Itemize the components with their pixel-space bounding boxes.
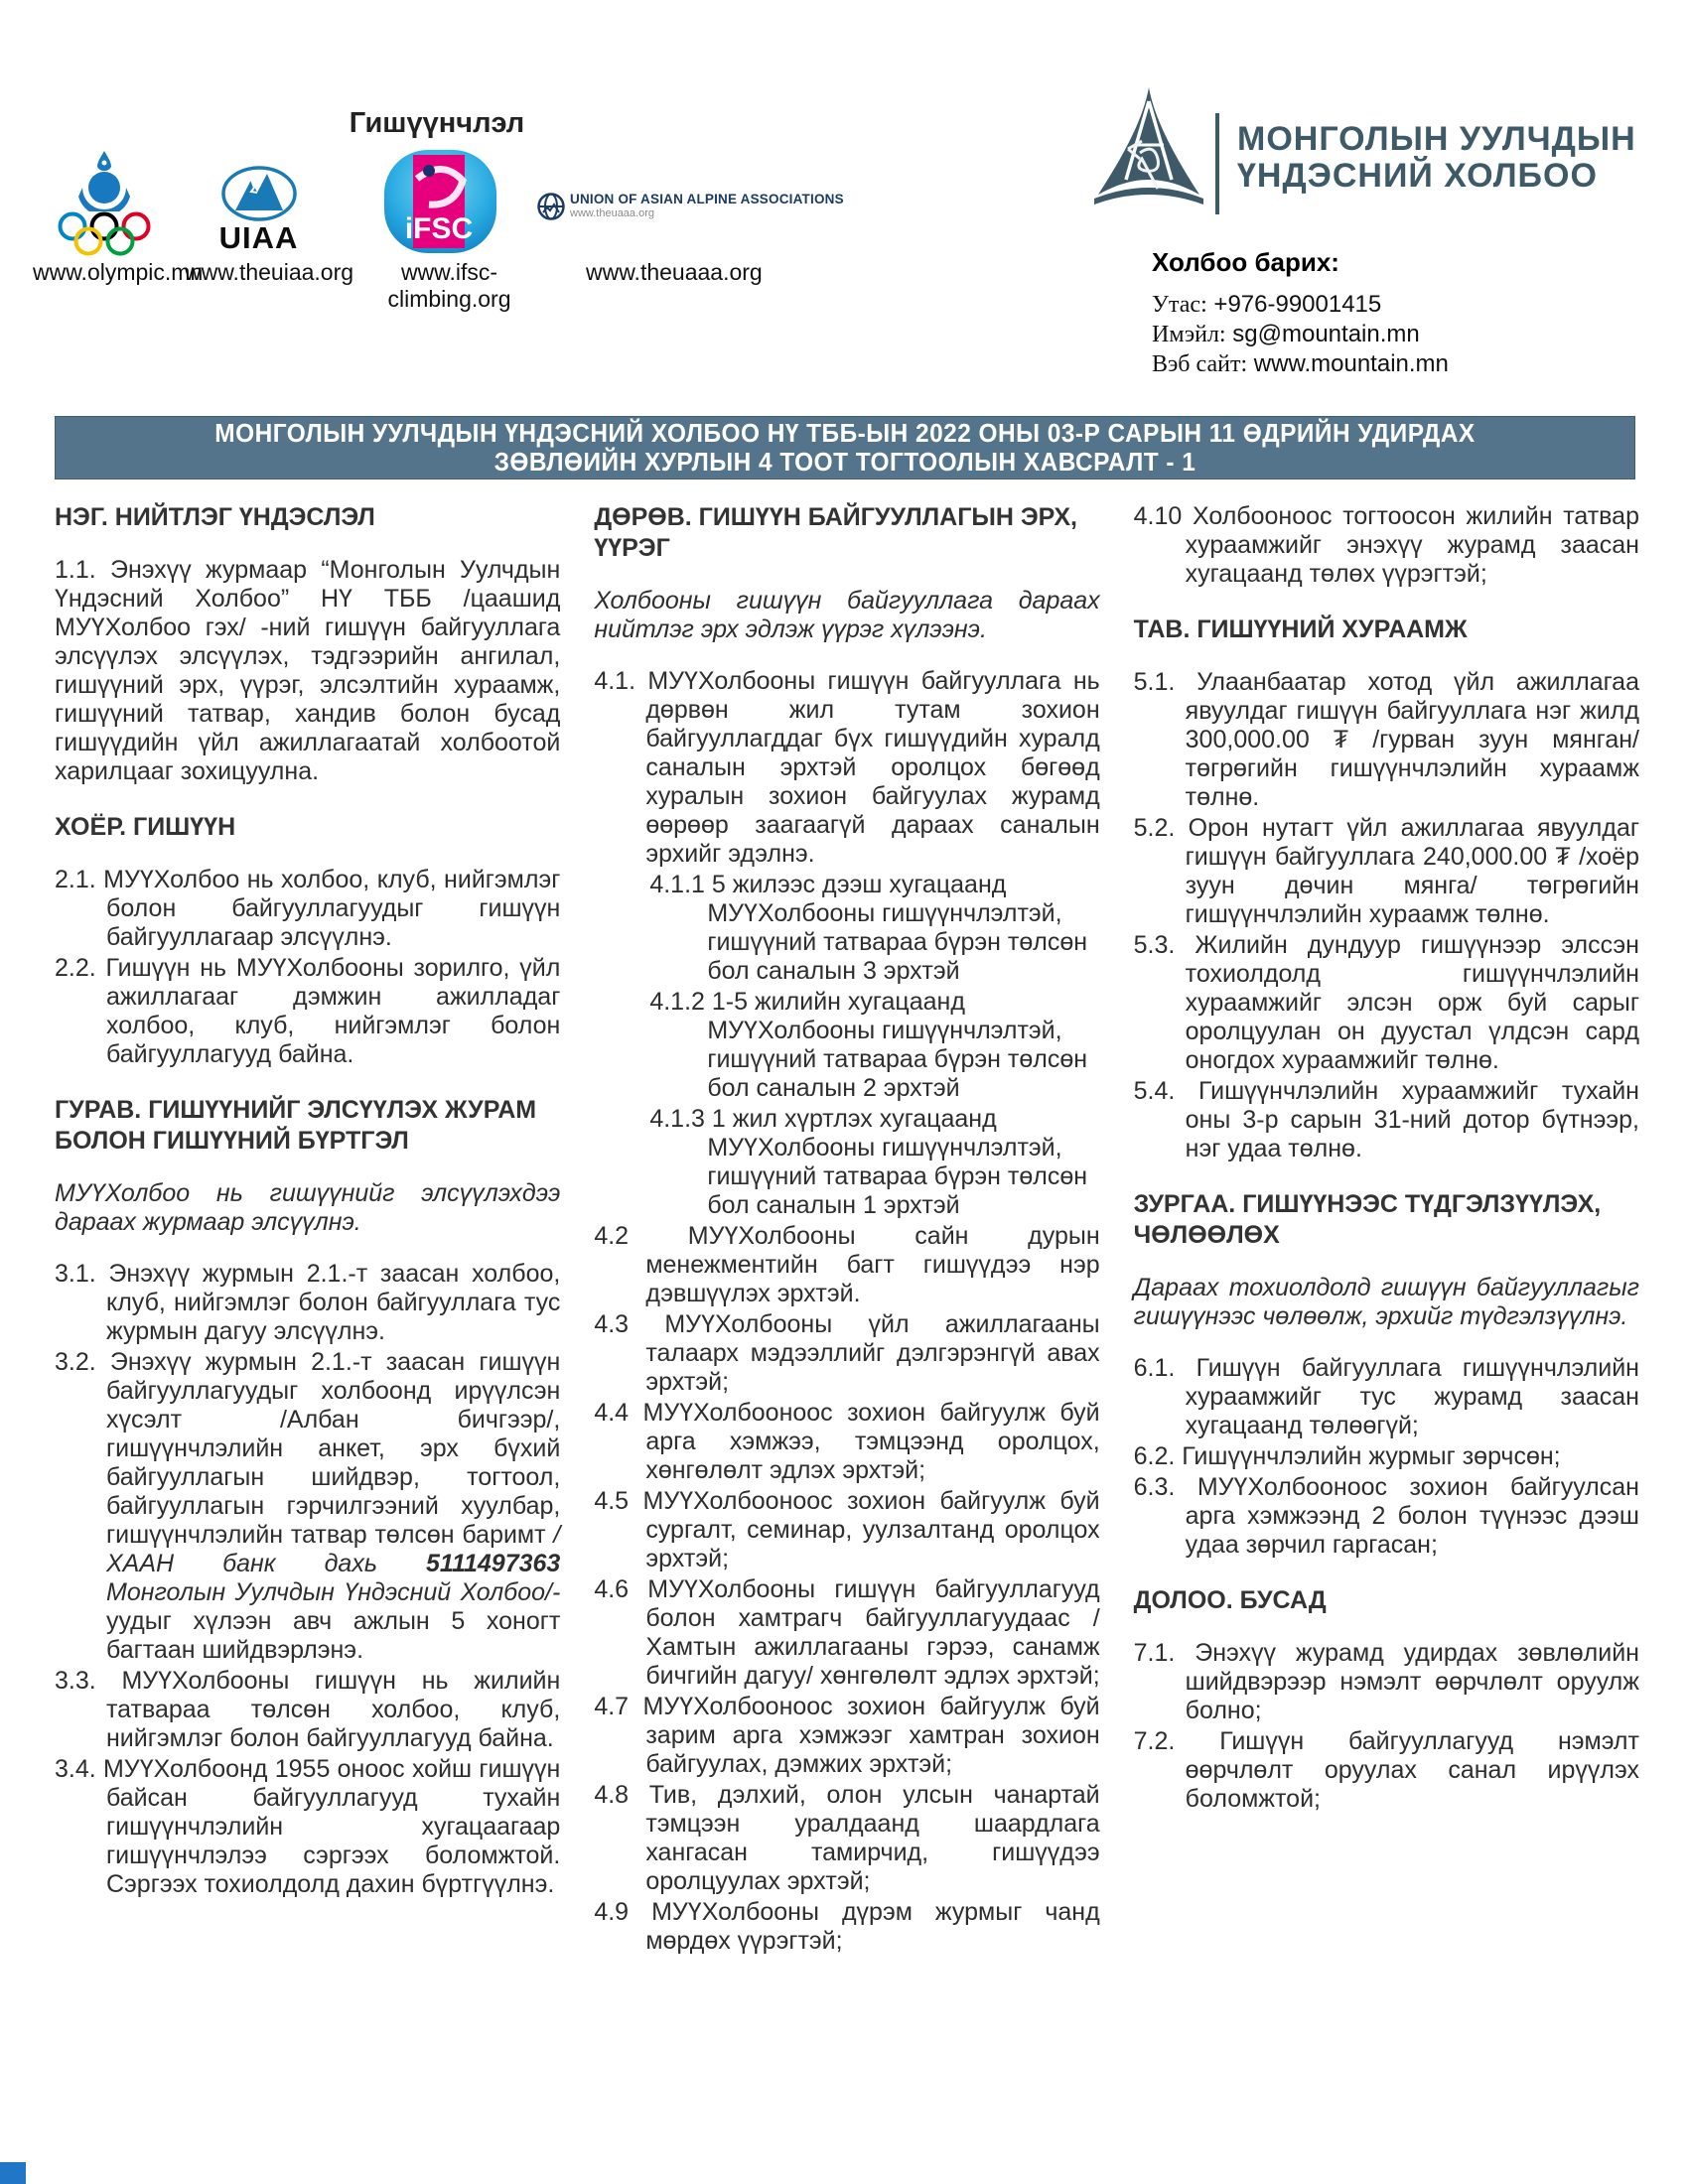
list-item: 6.1. Гишүүн байгууллага гишүүнчлэлийн хураамжийг тус журамд заасан хугацаанд төлөөгүй;: [1133, 1354, 1639, 1439]
page-corner-mark: [0, 2162, 26, 2184]
list-item: 4.9 МУҮХолбооны дүрэм журмыг чанд мөрдөх үүрэгтэй;: [594, 1898, 1100, 1955]
section-heading: ДОЛОО. БУСАД: [1133, 1586, 1327, 1614]
list-item: 4.4 МУҮХолбооноос зохион байгуулж буй арга хэмжээ, тэмцээнд оролцох, хөнгөлөлт эдлэх эрхтэй;: [594, 1399, 1100, 1484]
banner-line1: МОНГОЛЫН УУЛЧДЫН ҮНДЭСНИЙ ХОЛБОО НҮ ТББ-ЫН 2022 ОНЫ 03-Р САРЫН 11 ӨДРИЙН УДИРДАХ: [214, 418, 1476, 448]
section-heading: ГУРАВ. ГИШҮҮНИЙГ ЭЛСҮҮЛЭХ ЖУРАМ БОЛОН ГИШҮҮНИЙ БҮРТГЭЛ: [55, 1096, 537, 1155]
ifsc-logo-label: iFSC: [404, 212, 474, 245]
federation-name-line2: ҮНДЭСНИЙ ХОЛБОО: [1237, 156, 1598, 195]
uaaa-org-name: UNION OF ASIAN ALPINE ASSOCIATIONS: [570, 192, 844, 206]
list-item: 4.1.1 5 жилээс дээш хугацаанд МУҮХолбооны гишүүнчлэлтэй, гишүүний татвараа бүрэн төлсөн бол саналын 3 эрхтэй: [649, 871, 1088, 985]
uaaa-website-text: www.theuaaa.org: [586, 259, 763, 285]
list-item: 4.5 МУҮХолбооноос зохион байгуулж буй сургалт, семинар, уулзалтанд оролцох эрхтэй;: [594, 1487, 1100, 1572]
olympic-website-text: www.olympic.mn: [33, 259, 204, 285]
list-item: 4.1.2 1-5 жилийн хугацаанд МУҮХолбооны гишүүнчлэлтэй, гишүүний татвараа бүрэн төлсөн бол саналын 2 эрхтэй: [649, 988, 1088, 1102]
uiaa-mountain-icon: [220, 166, 298, 222]
list-item: 4.7 МУҮХолбооноос зохион байгуулж буй зарим арга хэмжээг хамтран зохион байгуулах, дэмжих эрхтэй;: [594, 1693, 1100, 1778]
list-item: 5.1. Улаанбаатар хотод үйл ажиллагаа явуулдаг гишүүн байгууллага нэг жилд 300,000.00 ₮ /гурван зуун мянган/ төгрөгийн гишүүнчлэлийн хураамж төлнө.: [1133, 668, 1639, 811]
section-heading: ЗУРГАА. ГИШҮҮНЭЭС ТҮДГЭЛЗҮҮЛЭХ, ЧӨЛӨӨЛӨХ: [1133, 1190, 1602, 1249]
list-item: 5.4. Гишүүнчлэлийн хураамжийг тухайн оны 3-р сарын 31-ний дотор бүтнээр, нэг удаа төлнө.: [1133, 1077, 1639, 1162]
section-heading: ХОЁР. ГИШҮҮН: [55, 813, 236, 841]
contact-web: [1152, 349, 1449, 379]
olympic-rings-icon: [52, 211, 157, 258]
list-item: 4.2 МУҮХолбооны сайн дурын менежментийн багт гишүүдээ нэр дэвшүүлэх эрхтэй.: [594, 1222, 1100, 1307]
list-item: 6.2. Гишүүнчлэлийн журмыг зөрчсөн;: [1133, 1442, 1561, 1470]
ifsc-logo-icon: [383, 149, 497, 254]
list-item: 4.10 Холбооноос тогтоосон жилийн татвар хураамжийг энэхүү журамд заасан хугацаанд төлөх үүрэгтэй;: [1133, 502, 1639, 588]
list-item: 3.3. МУҮХолбооны гишүүн нь жилийн татвараа төлсөн холбоо, клуб, нийгэмлэг болон байгууллагууд байна.: [55, 1667, 561, 1752]
list-item: 4.3 МУҮХолбооны үйл ажиллагааны талаарх мэдээллийг дэлгэрэнгүй авах эрхтэй;: [594, 1310, 1100, 1396]
phone-value: +976-99001415: [1213, 291, 1382, 318]
list-item: 4.1.3 1 жил хүртлэх хугацаанд МУҮХолбооны гишүүнчлэлтэй, гишүүний татвараа бүрэн төлсөн бол саналын 1 эрхтэй: [649, 1105, 1088, 1219]
list-item: 4.1. МУҮХолбооны гишүүн байгууллага нь дөрвөн жил тутам зохион байгууллагддаг бүх гишүүдийн хуралд саналын эрхтэй оролцох бөгөөд хуралын зохион байгуулах журамд өөрөөр заагаагүй дараах саналын эрхийг эдэлнэ.: [594, 667, 1100, 868]
list-item: 7.2. Гишүүн байгууллагууд нэмэлт өөрчлөлт оруулах санал ирүүлэх боломжтой;: [1133, 1727, 1639, 1813]
contact-phone: [1152, 290, 1449, 320]
italic-note: Дараах тохиолдолд гишүүн байгууллагыг гишүүнээс чөлөөлж, эрхийг түдгэлзүүлнэ.: [1133, 1274, 1639, 1330]
web-value: www.mountain.mn: [1253, 350, 1449, 377]
mongolian-olympic-soyombo-icon: [75, 150, 133, 211]
list-item: 3.4. МУҮХолбоонд 1955 оноос хойш гишүүн байсан байгууллагууд тухайн гишүүнчлэлийн хугацаагаар гишүүнчлэлээ сэргээх боломжтой. Сэргээх тохиолдолд дахин бүртгүүлнэ.: [55, 1755, 561, 1898]
column-2: [594, 502, 1099, 1958]
uiaa-logo-label: UIAA: [218, 220, 299, 255]
title-banner: [55, 416, 1635, 479]
federation-name-line1: МОНГОЛЫН УУЛЧДЫН: [1237, 120, 1636, 158]
mountain-federation-icon: [1090, 83, 1207, 214]
list-item: 2.1. МУҮХолбоо нь холбоо, клуб, нийгэмлэг болон байгууллагуудыг гишүүн байгууллагаар элсүүлнэ.: [55, 866, 561, 951]
page-title: Гишүүнчлэл: [349, 107, 525, 139]
italic-note: МУҮХолбоо нь гишүүнийг элсүүлэхдээ дараах журмаар элсүүлнэ.: [55, 1179, 561, 1236]
list-item: 7.1. Энэхүү журамд удирдах зөвлөлийн шийдвэрээр нэмэлт өөрчлөлт оруулж болно;: [1133, 1639, 1639, 1724]
banner-line2: ЗӨВЛӨИЙН ХУРЛЫН 4 ТООТ ТОГТООЛЫН ХАВСРАЛТ - 1: [493, 447, 1196, 477]
list-item: 4.6 МУҮХолбооны гишүүн байгууллагууд болон хамтрагч байгууллагуудаас /Хамтын ажиллагааны гэрээ, санамж бичгийн дагуу/ хөнгөлөлт эдлэх эрхтэй;: [594, 1575, 1100, 1690]
section-heading: НЭГ. НИЙТЛЭГ ҮНДЭСЛЭЛ: [55, 503, 375, 531]
column-1: [55, 502, 560, 1958]
section-heading: ТАВ. ГИШҮҮНИЙ ХУРААМЖ: [1133, 615, 1468, 643]
uaaa-globe-icon: [536, 192, 566, 221]
list-item: 2.2. Гишүүн нь МУҮХолбооны зорилго, үйл ажиллагааг дэмжин ажилладаг холбоо, клуб, нийгэмлэг болон байгууллагууд байна.: [55, 954, 561, 1068]
list-item: 3.1. Энэхүү журмын 2.1.-т заасан холбоо, клуб, нийгэмлэг болон байгууллага тус журмын дагуу элсүүлнэ.: [55, 1260, 561, 1345]
list-item: 4.8 Тив, дэлхий, олон улсын чанартай тэмцээн уралдаанд шаардлага хангасан тамирчид, гишүүдээ оролцуулах эрхтэй;: [594, 1781, 1100, 1895]
column-3: [1134, 502, 1639, 1958]
email-value: sg@mountain.mn: [1232, 321, 1420, 347]
federation-divider: [1215, 113, 1219, 214]
document-columns: [55, 502, 1639, 1958]
email-label: Имэйл:: [1152, 322, 1226, 347]
contact-email: [1152, 320, 1449, 349]
uaaa-logo-text: [570, 193, 844, 219]
ifsc-website-text: www.ifsc-climbing.org: [387, 259, 511, 312]
list-item: 3.2. Энэхүү журмын 2.1.-т заасан гишүүн байгууллагуудыг холбоонд ирүүлсэн хүсэлт /Албан бичгээр/, гишүүнчлэлийн анкет, эрх бүхий байгууллагын шийдвэр, тогтоол, байгууллагын гэрчилгээний хуулбар, гишүүнчлэлийн татвар төлсөн баримт /ХААН банк дахь 5111497363 Монголын Уулчдын Үндэсний Холбоо/- уудыг хүлээн авч ажлын 5 хоногт багтаан шийдвэрлэнэ.: [55, 1348, 561, 1664]
uiaa-website-text: www.theuiaa.org: [185, 259, 354, 285]
contact-heading: Холбоо барих:: [1152, 247, 1339, 277]
list-item: 6.3. МУҮХолбооноос зохион байгуулсан арга хэмжээнд 2 болон түүнээс дээш удаа зөрчил гаргасан;: [1133, 1473, 1639, 1559]
section-heading: ДӨРӨВ. ГИШҮҮН БАЙГУУЛЛАГЫН ЭРХ, ҮҮРЭГ: [594, 503, 1077, 562]
list-item: 5.2. Орон нутагт үйл ажиллагаа явуулдаг гишүүн байгууллага 240,000.00 ₮ /хоёр зуун дөчин мянга/ төгрөгийн гишүүнчлэлийн хураамж төлнө.: [1133, 814, 1639, 928]
italic-note: Холбооны гишүүн байгууллага дараах нийтлэг эрх эдлэж үүрэг хүлээнэ.: [594, 587, 1100, 643]
uaaa-org-url: www.theuaaa.org: [570, 206, 654, 219]
paragraph: 1.1. Энэхүү журмаар “Монголын Уулчдын Үндэсний Холбоо” НҮ ТББ /цаашид МУҮХолбоо гэх/ -ний гишүүн байгууллага элсүүлэх элсүүлэх, тэдгээрийн ангилал, гишүүний эрх, үүрэг, элсэлтийн хураамж, гишүүний татвар, хандив болон бусад гишүүдийн үйл ажиллагаатай холбоотой харилцааг зохицуулна.: [55, 556, 561, 785]
phone-label: Утас:: [1152, 292, 1207, 318]
list-item: 5.3. Жилийн дундуур гишүүнээр элссэн тохиолдолд гишүүнчлэлийн хураамжийг элсэн орж буй сарыг оролцуулан он дуустал үлдсэн сард оногдох хураамжийг төлнө.: [1133, 931, 1639, 1074]
federation-name: [1237, 121, 1636, 194]
web-label: Вэб сайт:: [1152, 351, 1248, 377]
contact-block: [1152, 290, 1449, 379]
